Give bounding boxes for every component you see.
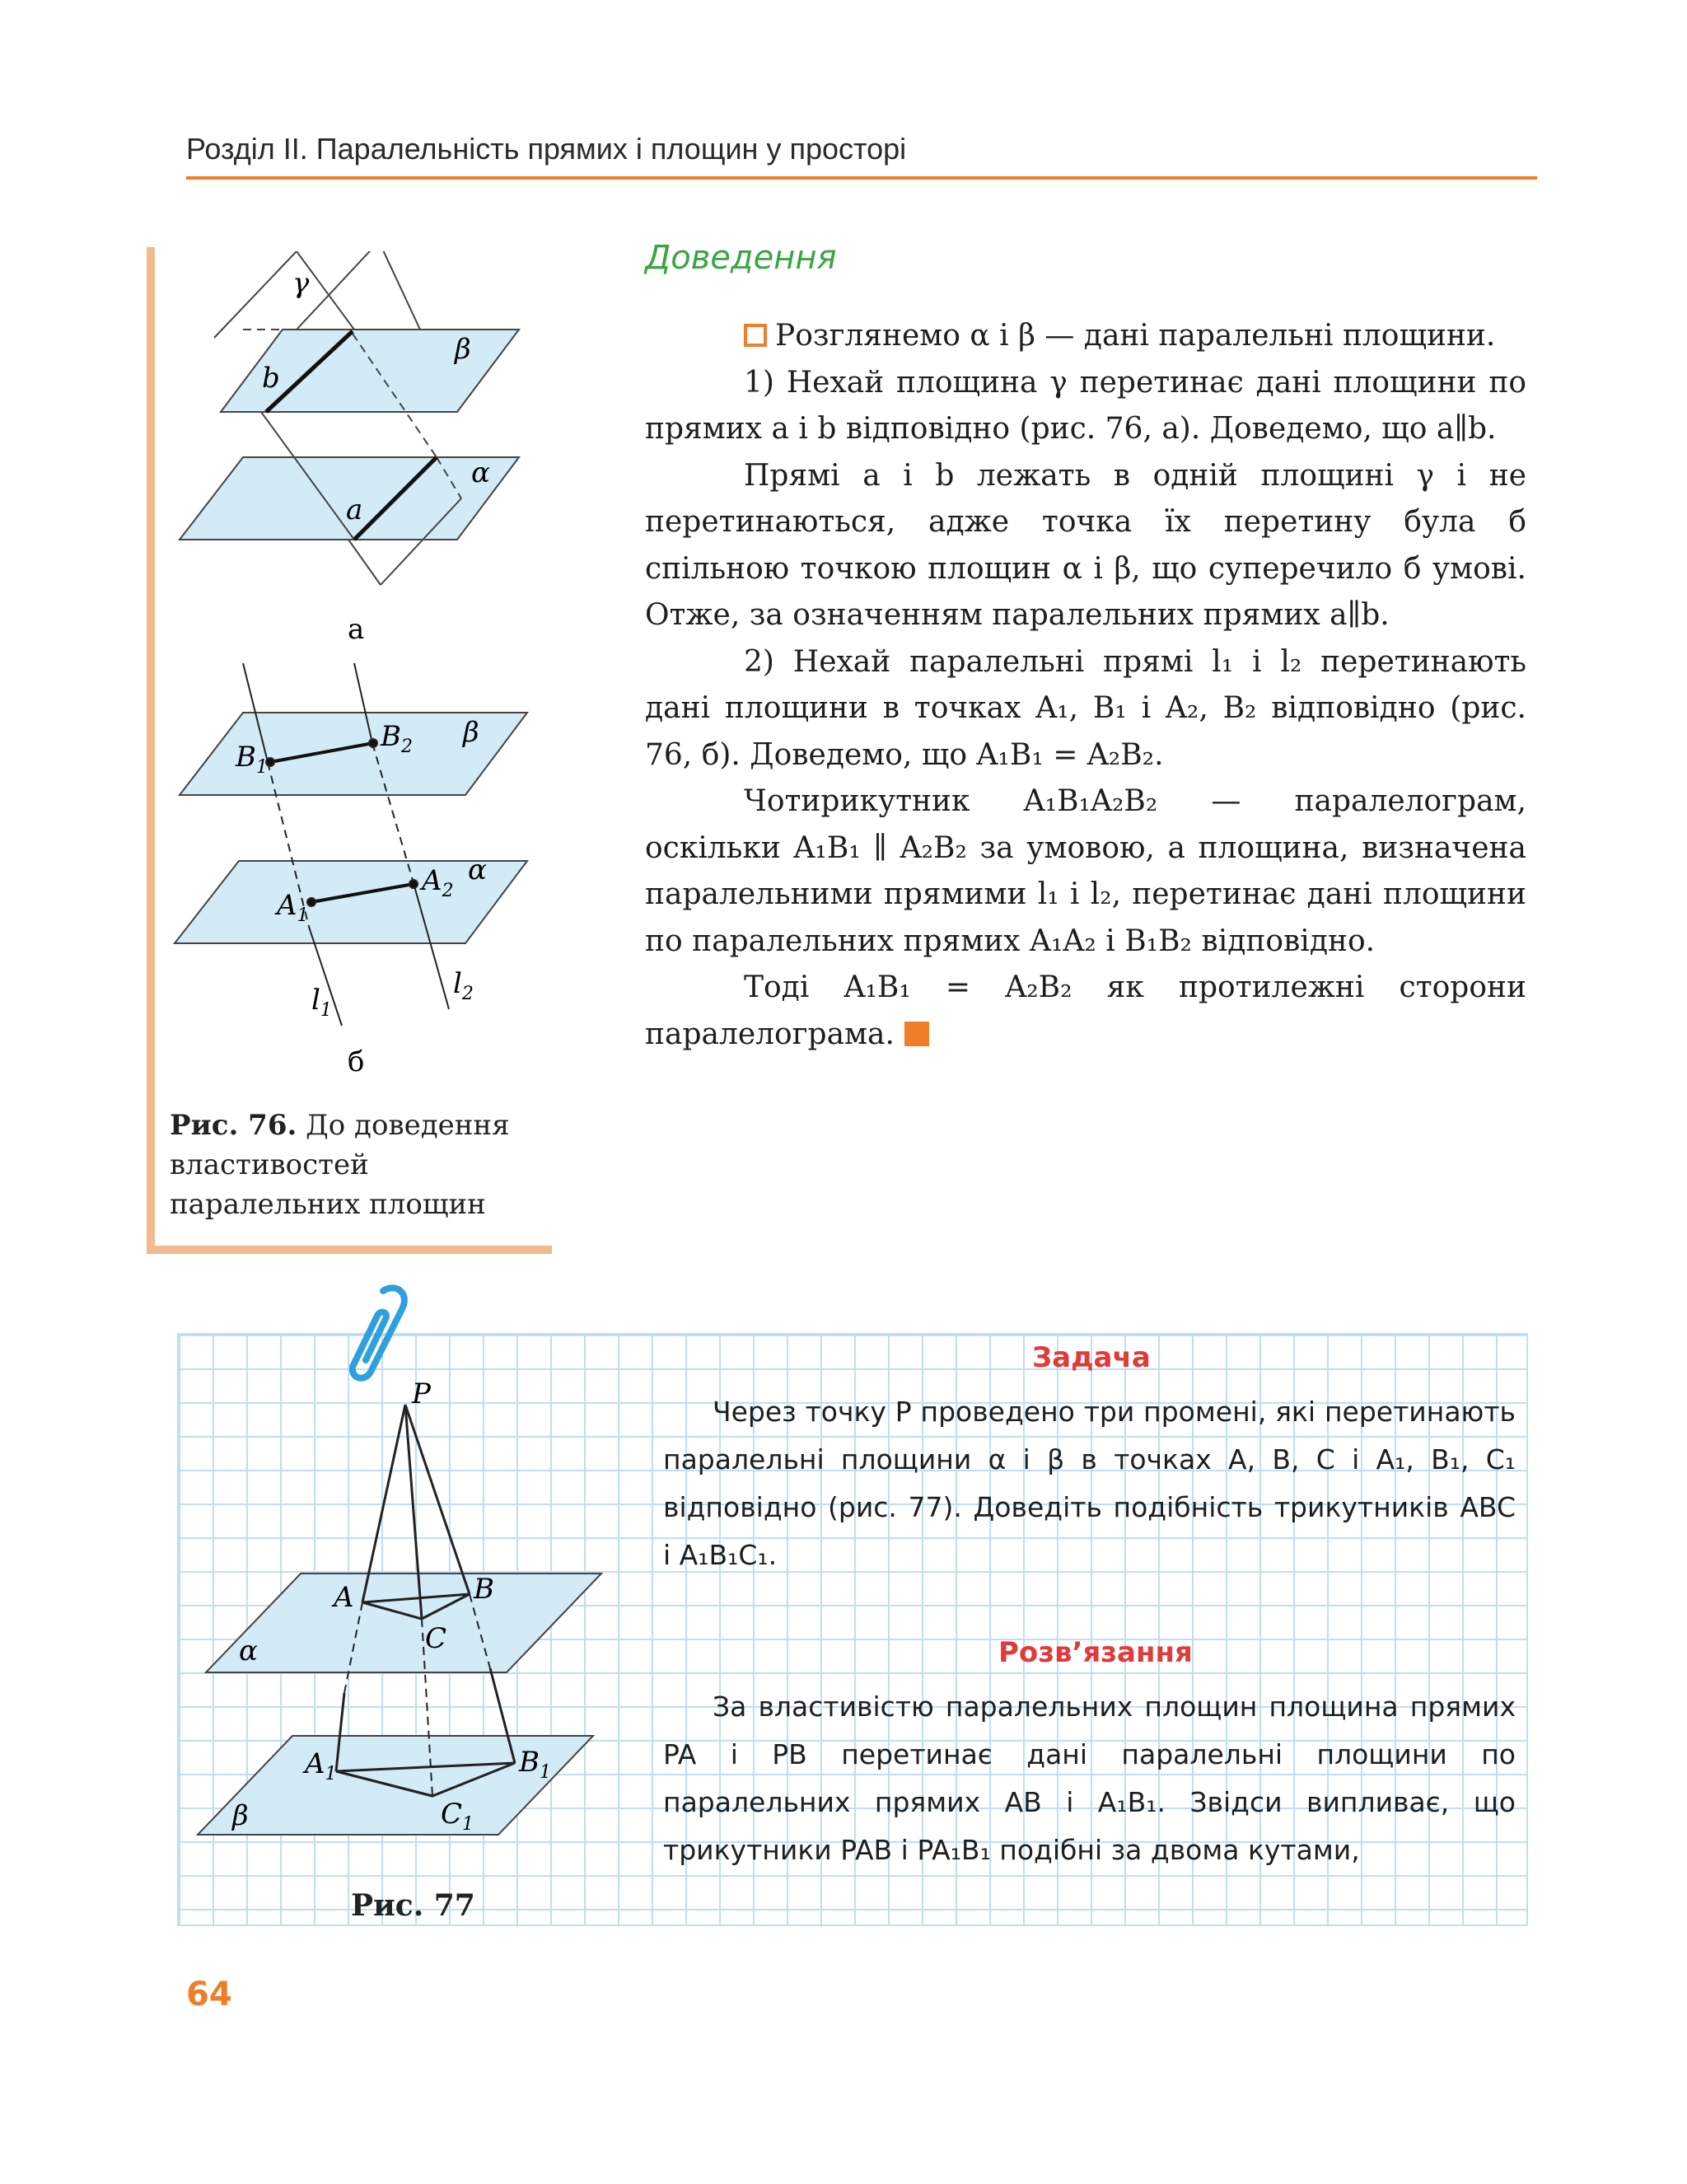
label-beta-a: β: [455, 333, 471, 366]
caption-text: До доведення властивостей паралельних площин: [170, 1109, 510, 1221]
proof-paragraph-1: Розглянемо α і β — дані паралельні площини.: [645, 313, 1526, 360]
caption-label: Рис. 76.: [170, 1109, 297, 1142]
figure-77-caption: Рис. 77: [351, 1888, 475, 1923]
label-B2: $B_2$: [381, 720, 413, 757]
figure-76a: [180, 251, 519, 585]
proof-paragraph-4: 2) Нехай паралельні прямі l₁ і l₂ перетинають дані площини в точках A₁, B₁ і A₂, B₂ відповідно (рис. 76, б). Доведемо, що A₁B₁ = A₂B₂.: [645, 644, 1526, 772]
proof-paragraph-3: Прямі a і b лежать в одній площині γ і не перетинаються, адже точка їх перетину була б спільною точкою площин α і β, що суперечило б умові. Отже, за означенням паралельних прямих a∥b.: [645, 458, 1526, 632]
figure-76-diagram: [165, 251, 544, 1092]
label-A: A: [334, 1581, 354, 1614]
header-rule: [186, 176, 1537, 180]
plane-gamma-top: [297, 251, 420, 330]
figure-76-caption: [170, 1106, 532, 1224]
label-A2: $A_2$: [422, 864, 454, 901]
proof-body: [645, 313, 1526, 1058]
label-beta-b: β: [463, 716, 479, 749]
label-P: P: [412, 1377, 431, 1410]
label-beta-77: β: [232, 1799, 249, 1832]
label-b-a: b: [262, 362, 280, 395]
solution-text: [663, 1683, 1516, 1874]
proof-heading: Доведення: [645, 239, 837, 277]
proof-paragraph-5: Чотирикутник A₁B₁A₂B₂ — паралелограм, оскільки A₁B₁ ∥ A₂B₂ за умовою, а площина, визначена паралельними прямими l₁ і l₂, перетинає дані площини по паралельних прямих A₁A₂ і B₁B₂ відповідно.: [645, 784, 1526, 958]
subcaption-b: б: [348, 1045, 365, 1078]
proof-start-square-icon: [744, 324, 767, 347]
label-a-a: a: [346, 493, 363, 526]
gamma-edge-left: [214, 251, 297, 338]
proof-paragraph-2: 1) Нехай площина γ перетинає дані площини по прямих a і b відповідно (рис. 76, а). Доведемо, що a∥b.: [645, 365, 1526, 446]
figure-77-diagram: [189, 1372, 618, 1866]
plane-alpha: [206, 1574, 601, 1672]
label-A1: $A_1$: [277, 889, 309, 926]
subcaption-a: а: [348, 613, 365, 646]
label-A1-77: $A_1$: [305, 1747, 337, 1784]
label-alpha-a: α: [471, 456, 490, 489]
label-alpha-77: α: [239, 1634, 258, 1667]
label-B1-77: $B_1$: [519, 1746, 551, 1783]
figure-frame-left: [147, 247, 155, 1254]
label-C: C: [425, 1622, 447, 1655]
solution-heading: Розв’язання: [998, 1636, 1193, 1669]
label-C1-77: $C_1$: [441, 1798, 474, 1835]
solution-paragraph: За властивістю паралельних площин площина прямих PA і PB перетинає дані паралельні площини по паралельних прямих AB і A₁B₁. Звідси випливає, що трикутники PAB і PA₁B₁ подібні за двома кутами,: [663, 1691, 1516, 1866]
task-paragraph: Через точку P проведено три промені, які перетинають паралельні площини α і β в точках A, B, C і A₁, B₁, C₁ відповідно (рис. 77). Доведіть подібність трикутників ABC і A₁B₁C₁.: [663, 1396, 1516, 1571]
figure-frame-bottom: [147, 1246, 552, 1254]
running-header: Розділ ІІ. Паралельність прямих і площин у просторі: [186, 132, 907, 166]
ray-PB: [405, 1405, 470, 1594]
label-alpha-b: α: [468, 853, 487, 886]
proof-end-square-icon: [904, 1022, 929, 1046]
page-number: 64: [186, 1976, 232, 2013]
label-l1: $l_1$: [311, 984, 332, 1021]
label-B: B: [474, 1573, 494, 1606]
proof-paragraph-6: Тоді A₁B₁ = A₂B₂ як протилежні сторони паралелограма.: [645, 970, 1526, 1051]
label-l2: $l_2$: [453, 967, 474, 1004]
label-B1: $B_1$: [236, 741, 268, 778]
label-gamma-a: γ: [292, 267, 310, 300]
task-text: [663, 1388, 1516, 1579]
task-heading: Задача: [1032, 1341, 1151, 1374]
